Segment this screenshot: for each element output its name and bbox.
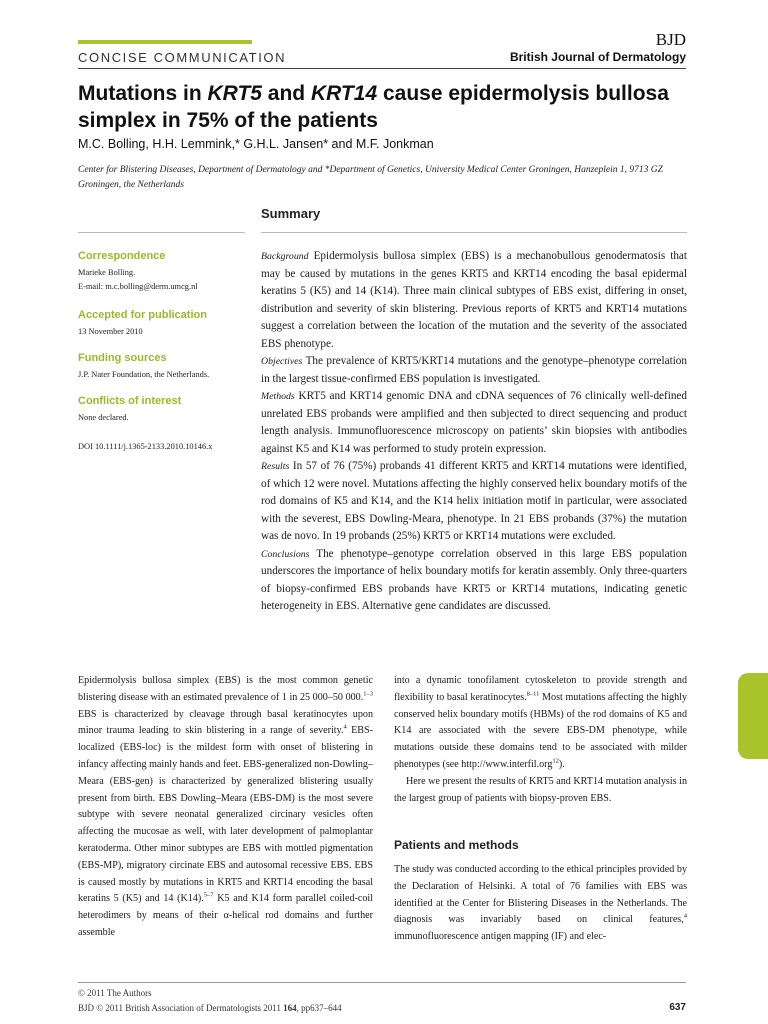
body-left-column: [78, 673, 373, 942]
citation: 4: [343, 724, 347, 732]
footer-copyright-journal: [78, 1003, 342, 1013]
page-number: 637: [669, 1002, 686, 1013]
affiliation: Center for Blistering Diseases, Department of Dermatology and *Department of Genetics, University Medical Center Groningen, Hanzeplein 1, 9713 GZ Groningen, the Netherlands: [78, 165, 663, 190]
body-text: The study was conducted according to the ethical principles provided by the Declaration of Helsinki. A total of 76 families with EBS was identified at the Center for Blistering Diseases in the Netherlands. The diagnosis was invariably based on clinical features,: [394, 864, 687, 926]
section-label: CONCISE COMMUNICATION: [78, 50, 287, 65]
abstract: [261, 248, 687, 616]
abstract-background: [261, 248, 687, 353]
journal-abbreviation: BJD: [655, 30, 686, 49]
abstract-label: Methods: [261, 391, 295, 402]
abstract-text: The prevalence of KRT5/KRT14 mutations and the genotype–phenotype correlation in the largest tissue-confirmed EBS population is investigated.: [261, 355, 687, 385]
title-text: Mutations in: [78, 82, 208, 105]
footer-divider: [78, 982, 686, 983]
body-text: into a dynamic tonofilament cytoskeleton to provide strength and flexibility to basal keratinocytes.: [394, 675, 687, 703]
title-text: and: [261, 82, 311, 105]
body-text: EBS-localized (EBS-loc) is the mildest form with onset of blistering in infancy affecting mainly hands and feet. EBS-generalized non-Dowling–Meara (EBS-gen) is characterized by generalized blistering usually present from birth. EBS Dowling–Meara (EBS-DM) is the most severe subtype with severe neonatal generalized circinary vesicles often affecting the mucosae as well, with later development of palmoplantar keratoderma. Other minor subtypes are EBS with mottled pigmentation (EBS-MP), migratory circinate EBS and autosomal recessive EBS. EBS is caused mostly by mutations in KRT5 and KRT14 encoding the basal keratins 5 (K5) and 14 (K14).: [78, 725, 373, 905]
conflicts-text: None declared.: [78, 413, 129, 422]
abstract-text: In 57 of 76 (75%) probands 41 different KRT5 and KRT14 mutations were identified, of which 12 were novel. Mutations affecting the highly conserved helix boundary motifs of the rod domains of K5 and K14, and the K14 helix initiation motif in particular, were associated with the severest, EBS Dowling-Meara, phenotype. In 21 EBS probands (37%) the mutation was de novo. In 19 probands (25%) KRT5 or KRT14 mutations were excluded.: [261, 460, 687, 542]
abstract-label: Conclusions: [261, 548, 310, 560]
title-gene: KRT14: [310, 82, 378, 105]
header-divider: [78, 68, 686, 69]
citation: 4: [683, 913, 687, 921]
body-text: ).: [558, 758, 565, 770]
abstract-text: The phenotype–genotype correlation observed in this large EBS population underscores the importance of helix boundary motifs for keratin assembly. Only three-quarters of biopsy-confirmed EBS probands have KRT5 or KRT14 mutations, indicating genetic heterogeneity in EBS. Alternative gene candidates are discussed.: [261, 547, 687, 612]
summary-divider: [261, 232, 687, 233]
correspondence-heading: Correspondence: [78, 250, 166, 262]
accepted-date: 13 November 2010: [78, 327, 143, 336]
accent-rule: [78, 40, 252, 44]
body-right-column: [394, 673, 687, 807]
abstract-results: [261, 458, 687, 546]
edge-tab: [738, 673, 768, 759]
correspondence-name: Marieke Bolling.: [78, 268, 136, 277]
citation: 8–11: [526, 690, 540, 698]
body-paragraph: Here we present the results of KRT5 and KRT14 mutation analysis in the largest group of patients with biopsy-proven EBS.: [394, 775, 687, 804]
body-text: Epidermolysis bullosa simplex (EBS) is the most common genetic blistering disease with an estimated prevalence of 1 in 25 000–50 000.: [78, 675, 373, 703]
doi[interactable]: DOI 10.1111/j.1365-2133.2010.10146.x: [78, 442, 213, 451]
title-gene: KRT5: [207, 82, 262, 105]
footer-volume: 164: [283, 1003, 297, 1013]
footer-text: BJD © 2011 British Association of Dermatologists 2011: [78, 1003, 284, 1013]
sidebar-divider: [78, 232, 245, 233]
citation: 5–7: [203, 892, 214, 899]
abstract-text: Epidermolysis bullosa simplex (EBS) is a mechanobullous genodermatosis that may be caused by mutations in the genes KRT5 and KRT14 encoding the basal epidermal keratins 5 (K5) and 14 (K14). Three main clinical subtypes of EBS exist, differing in onset, distribution and severity of skin blistering. Previous reports of KRT5 and KRT14 mutations suggest a correlation between the location of the mutation and the severity of the associated EBS phenotype.: [261, 250, 687, 350]
journal-name: British Journal of Dermatology: [509, 50, 686, 64]
body-paragraph: [394, 862, 687, 946]
funding-heading: Funding sources: [78, 352, 167, 364]
abstract-text: KRT5 and KRT14 genomic DNA and cDNA sequences of 76 clinically well-defined unrelated EBS probands were amplified and then subjected to direct sequencing and product length analysis. Immunofluorescence microscopy on patients’ skin biopsies with antibodies against K5 and K14 was performed to study protein expression.: [261, 390, 687, 455]
citation: 1–3: [363, 690, 373, 698]
citation: 12: [552, 757, 559, 765]
body-right-column-lower: [394, 862, 687, 946]
title-text: cause epidermolysis bullosa: [377, 82, 669, 105]
abstract-methods: [261, 388, 687, 458]
abstract-label: Results: [261, 461, 290, 472]
article-title: [78, 80, 690, 134]
funding-text: J.P. Nater Foundation, the Netherlands.: [78, 370, 210, 379]
title-text: simplex in 75% of the patients: [78, 109, 378, 132]
abstract-objectives: [261, 353, 687, 388]
summary-heading: Summary: [261, 206, 321, 221]
abstract-label: Background: [261, 251, 309, 262]
correspondence-email[interactable]: E-mail: m.c.bolling@derm.umcg.nl: [78, 282, 198, 291]
body-paragraph: [78, 673, 373, 942]
abstract-label: Objectives: [261, 356, 303, 367]
accepted-heading: Accepted for publication: [78, 309, 207, 321]
author-list: M.C. Bolling, H.H. Lemmink,* G.H.L. Jansen* and M.F. Jonkman: [78, 137, 434, 151]
body-paragraph: [394, 673, 687, 774]
footer-copyright-authors: © 2011 The Authors: [78, 988, 152, 998]
body-text: EBS is characterized by cleavage through basal keratinocytes upon minor trauma leading to skin blistering in a range of severity.: [78, 708, 373, 737]
footer-text: , pp637–644: [296, 1003, 342, 1013]
abstract-conclusions: [261, 546, 687, 616]
body-text: K5 and K14 form parallel coiled-coil heterodimers by means of their α-helical rod domains and further assemble: [78, 893, 373, 938]
conflicts-heading: Conflicts of interest: [78, 395, 182, 407]
body-text: immunofluorescence antigen mapping (IF) and elec-: [394, 931, 607, 943]
body-text: Most mutations affecting the highly conserved helix boundary motifs (HBMs) of the rod domains of K5 and K14 are associated with the severe EBS-DM phenotype, while mutations outside these domains tend to be associated with milder phenotypes (see http://www.interfil.org: [394, 691, 687, 770]
section-heading-patients-methods: Patients and methods: [394, 838, 519, 852]
